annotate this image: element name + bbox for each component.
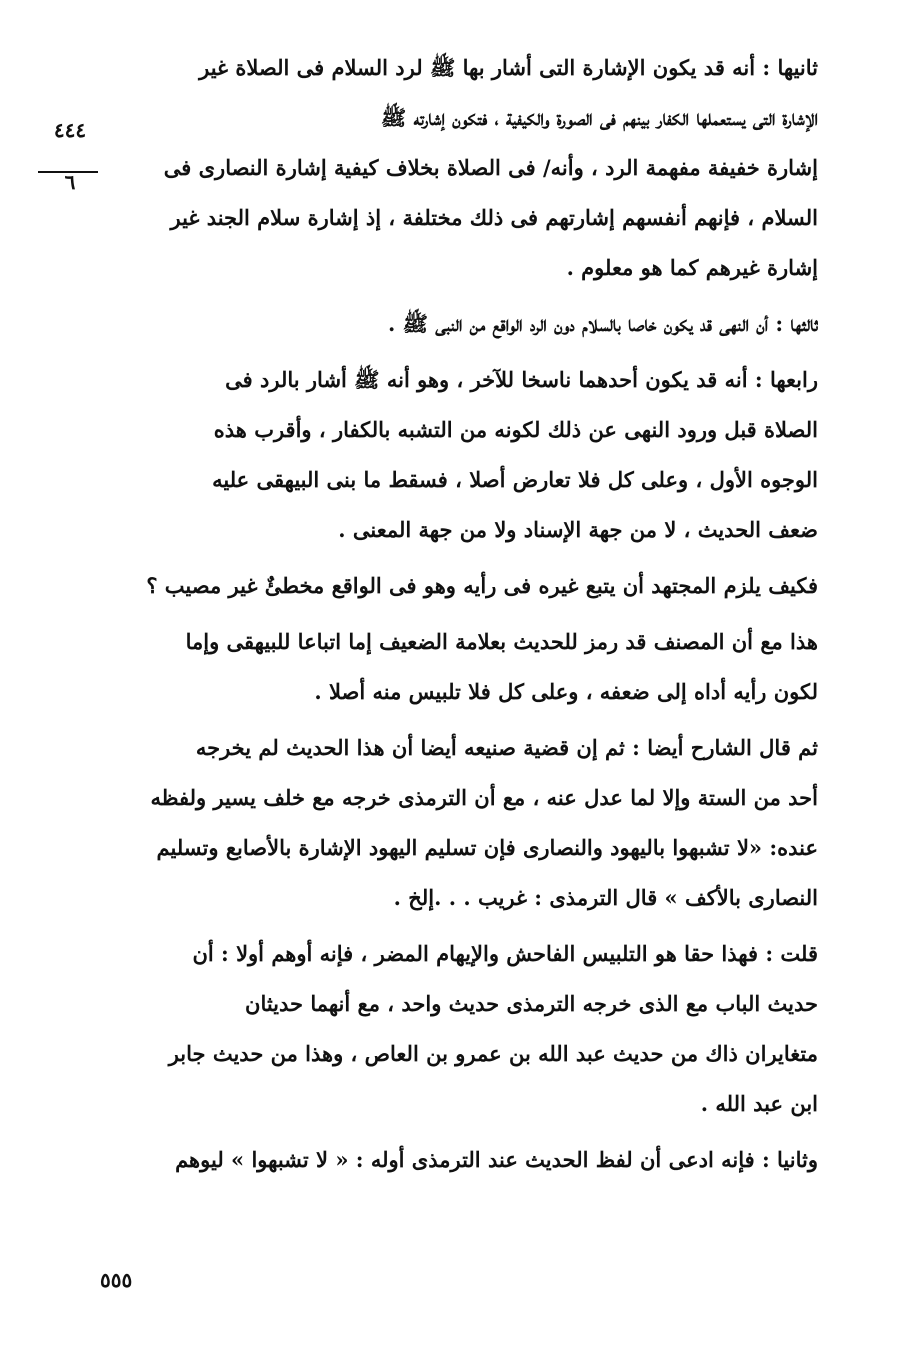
paragraph-qultu (100, 929, 818, 1129)
text-line: هذا مع أن المصنف قد رمز للحديث بعلامة الضعيف إما اتباعا للبيهقى وإما (185, 629, 818, 654)
text-line: وثانيا : فإنه ادعى أن لفظ الحديث عند الترمذى أوله : « لا تشبهوا » ليوهم (175, 1147, 818, 1172)
paragraph-thalithuha (100, 299, 818, 349)
text-line: إشارة غيرهم كما هو معلوم . (566, 255, 818, 280)
text-line: إشارة خفيفة مفهمة الرد ، وأنه/ فى الصلاة بخلاف كيفية إشارة النصارى فى (163, 155, 818, 180)
text-line: متغايران ذاك من حديث عبد الله بن عمرو بن العاص ، وهذا من حديث جابر (168, 1041, 818, 1066)
text-line: حديث الباب مع الذى خرجه الترمذى حديث واحد ، مع أنهما حديثان (245, 991, 818, 1016)
text-line: الصلاة قبل ورود النهى عن ذلك لكونه من التشبه بالكفار ، وأقرب هذه (213, 417, 818, 442)
text-line: فكيف يلزم المجتهد أن يتبع غيره فى رأيه وهو فى الواقع مخطئٌ غير مصيب ؟ (146, 573, 818, 598)
paragraph-hadha (100, 617, 818, 717)
text-line: الإشارة التى يستعملها الكفار بينهم فى الصورة والكيفية ، فتكون إشارته ﷺ (380, 105, 818, 130)
paragraph-rabiuha (100, 355, 818, 555)
text-line: ثانيها : أنه قد يكون الإشارة التى أشار بها ﷺ لرد السلام فى الصلاة غير (199, 55, 818, 80)
text-line: الوجوه الأول ، وعلى كل فلا تعارض أصلا ، فسقط ما بنى البيهقى عليه (212, 467, 818, 492)
text-line: ثم قال الشارح أيضا : ثم إن قضية صنيعه أيضا أن هذا الحديث لم يخرجه (195, 735, 818, 760)
text-line: رابعها : أنه قد يكون أحدهما ناسخا للآخر ، وهو أنه ﷺ أشار بالرد فى (225, 367, 818, 392)
text-line: ضعف الحديث ، لا من جهة الإسناد ولا من جهة المعنى . (338, 517, 818, 542)
text-line: أحد من الستة وإلا لما عدل عنه ، مع أن الترمذى خرجه مع خلف يسير ولفظه (150, 785, 818, 810)
text-line: عنده: «لا تشبهوا باليهود والنصارى فإن تسليم اليهود الإشارة بالأصابع وتسليم (156, 835, 818, 860)
paragraph-question (100, 561, 818, 611)
body-text (100, 43, 818, 1191)
text-line: قلت : فهذا حقا هو التلبيس الفاحش والإيهام المضر ، فإنه أوهم أولا : أن (192, 941, 818, 966)
text-line: السلام ، فإنهم أنفسهم إشارتهم فى ذلك مختلفة ، إذ إشارة سلام الجند غير (170, 205, 818, 230)
text-line: ابن عبد الله . (700, 1091, 818, 1116)
text-line: النصارى بالأكف » قال الترمذى : غريب . . .إلخ . (393, 885, 818, 910)
paragraph-thaniha (100, 43, 818, 293)
text-line: ثالثها : أن النهى قد يكون خاصا بالسلام دون الرد الواقع من النبى ﷺ . (387, 311, 818, 336)
paragraph-thaniyan (100, 1135, 818, 1185)
margin-note-top: ٤٤٤ (53, 118, 87, 142)
text-line: لكون رأيه أداه إلى ضعفه ، وعلى كل فلا تلبيس منه أصلا . (314, 679, 818, 704)
paragraph-shareh (100, 723, 818, 923)
page-number: ٥٥٥ (100, 1268, 133, 1292)
margin-note-bottom: ٦ (64, 170, 76, 194)
